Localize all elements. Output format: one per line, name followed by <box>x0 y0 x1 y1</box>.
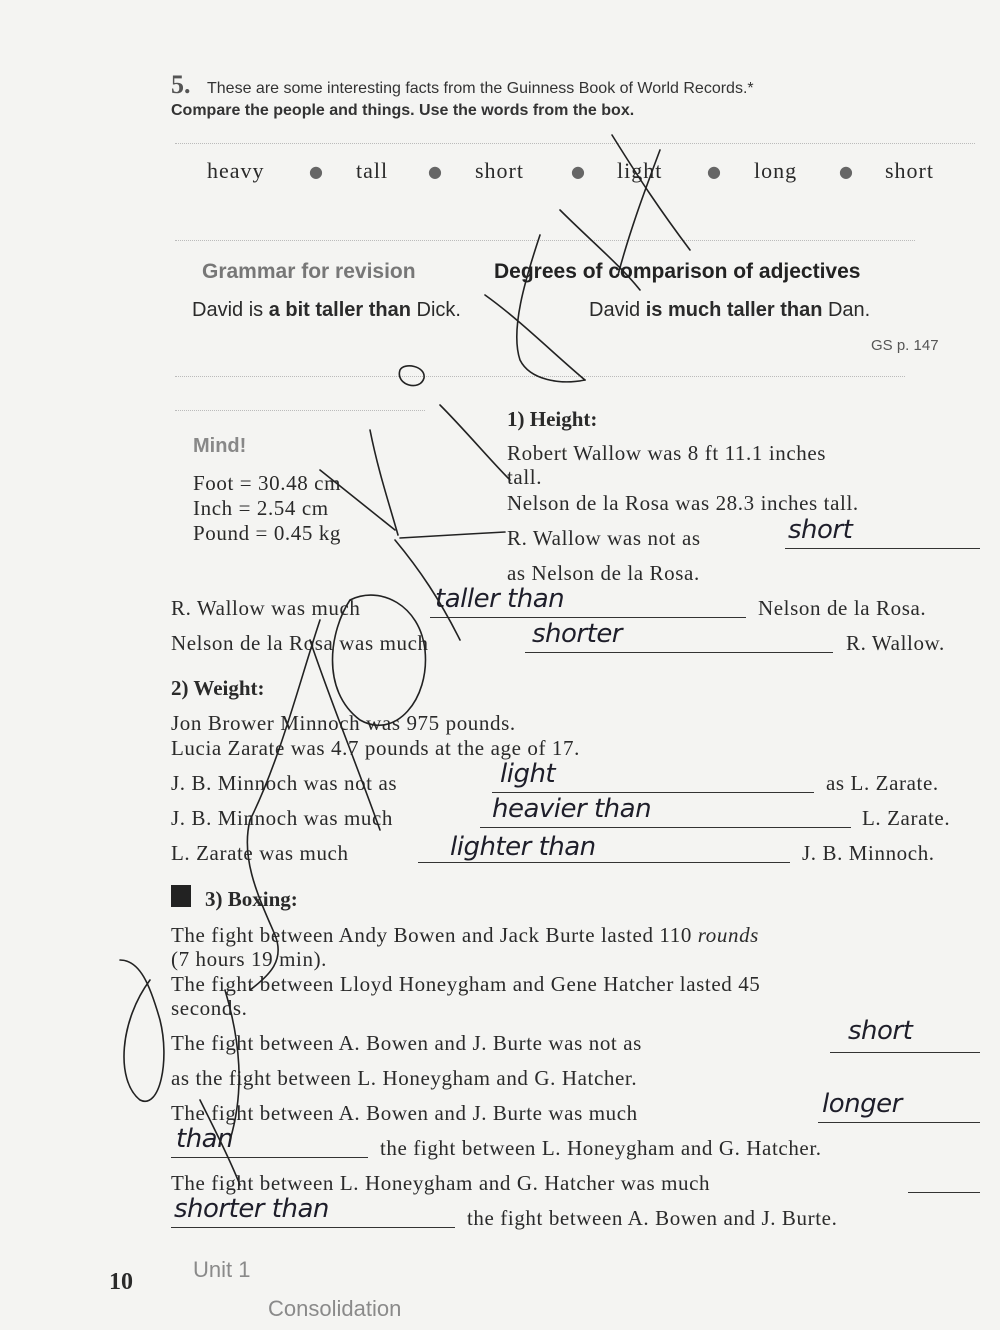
handwritten-answer: taller than <box>435 584 565 614</box>
bullet-icon: ● <box>309 162 323 181</box>
boxing-fact: (7 hours 19 min). <box>171 947 328 971</box>
height-fact: tall. <box>507 465 543 489</box>
height-sentence: Nelson de la Rosa was much <box>171 631 429 655</box>
boxing-sentence: as the fight between L. Honeygham and G. Hatcher. <box>171 1066 638 1090</box>
answer-line[interactable] <box>785 548 980 549</box>
height-heading: 1) Height: <box>507 407 598 431</box>
boxing-sentence: The fight between A. Bowen and J. Burte was much <box>171 1101 638 1125</box>
bullet-icon: ● <box>707 162 721 181</box>
mind-top-divider <box>175 410 425 411</box>
weight-heading: 2) Weight: <box>171 676 265 700</box>
exercise-intro: These are some interesting facts from the Guinness Book of World Records.* <box>207 80 754 97</box>
exercise-number: 5. <box>171 70 191 99</box>
weight-sentence: L. Zarate was much <box>171 841 349 865</box>
boxing-sentence: the fight between L. Honeygham and G. Hatcher. <box>380 1136 822 1160</box>
height-sentence: R. Wallow was much <box>171 596 361 620</box>
grammar-reference: GS p. 147 <box>871 337 939 354</box>
boxing-heading: 3) Boxing: <box>205 887 298 911</box>
box-top-divider <box>175 143 975 144</box>
height-sentence: R. Wallow was not as <box>507 526 701 550</box>
word-box-item: short <box>475 158 524 183</box>
boxing-fact: seconds. <box>171 996 248 1020</box>
weight-fact: Jon Brower Minnoch was 975 pounds. <box>171 711 516 735</box>
answer-line[interactable] <box>430 617 746 618</box>
handwritten-answer: heavier than <box>492 794 652 824</box>
handwritten-answer: light <box>500 759 556 789</box>
answer-line[interactable] <box>480 827 851 828</box>
answer-line[interactable] <box>830 1052 980 1053</box>
handwritten-answer: longer <box>822 1089 902 1119</box>
answer-line[interactable] <box>171 1227 455 1228</box>
answer-line[interactable] <box>492 792 814 793</box>
book-icon <box>171 885 191 907</box>
word-box-item: light <box>617 158 663 183</box>
weight-sentence: J. B. Minnoch was much <box>171 806 394 830</box>
mind-line: Foot = 30.48 cm <box>193 471 342 495</box>
word-box-item: long <box>754 158 798 183</box>
boxing-sentence: The fight between L. Honeygham and G. Hatcher was much <box>171 1171 711 1195</box>
mind-line: Pound = 0.45 kg <box>193 521 342 545</box>
handwritten-answer: shorter than <box>174 1194 329 1224</box>
handwritten-answer: shorter <box>532 619 623 649</box>
word-box-item: heavy <box>207 158 265 183</box>
box-bottom-divider <box>175 240 915 241</box>
exercise-instruction: Compare the people and things. Use the words from the box. <box>171 102 635 119</box>
boxing-sentence: The fight between A. Bowen and J. Burte was not as <box>171 1031 642 1055</box>
bullet-icon: ● <box>571 162 585 181</box>
grammar-example: David is much taller than Dan. <box>589 299 871 321</box>
answer-line[interactable] <box>418 862 790 863</box>
word-box-item: short <box>885 158 934 183</box>
handwritten-answer: lighter than <box>450 832 596 862</box>
word-box-item: tall <box>356 158 389 183</box>
answer-line[interactable] <box>818 1122 980 1123</box>
height-fact: Robert Wallow was 8 ft 11.1 inches <box>507 441 827 465</box>
height-sentence: as Nelson de la Rosa. <box>507 561 700 585</box>
grammar-title: Degrees of comparison of adjectives <box>494 260 861 283</box>
grammar-label: Grammar for revision <box>202 260 416 283</box>
weight-sentence: L. Zarate. <box>862 806 951 830</box>
section-label: Consolidation <box>268 1296 402 1321</box>
handwritten-answer: than <box>176 1124 234 1154</box>
grammar-example: David is a bit taller than Dick. <box>192 299 461 321</box>
height-fact: Nelson de la Rosa was 28.3 inches tall. <box>507 491 859 515</box>
boxing-fact: The fight between Andy Bowen and Jack Burte lasted 110 rounds <box>171 923 759 947</box>
answer-line[interactable] <box>908 1192 980 1193</box>
mind-line: Inch = 2.54 cm <box>193 496 329 520</box>
handwritten-answer: short <box>848 1016 913 1046</box>
weight-fact: Lucia Zarate was 4.7 pounds at the age of 17. <box>171 736 580 760</box>
boxing-fact: The fight between Lloyd Honeygham and Gene Hatcher lasted 45 <box>171 972 761 996</box>
answer-line[interactable] <box>171 1157 368 1158</box>
handwritten-answer: short <box>788 515 853 545</box>
answer-line[interactable] <box>525 652 833 653</box>
boxing-sentence: the fight between A. Bowen and J. Burte. <box>467 1206 838 1230</box>
mind-title: Mind! <box>193 435 247 457</box>
weight-sentence: as L. Zarate. <box>826 771 939 795</box>
bullet-icon: ● <box>428 162 442 181</box>
height-sentence: R. Wallow. <box>846 631 945 655</box>
height-sentence: Nelson de la Rosa. <box>758 596 927 620</box>
weight-sentence: J. B. Minnoch. <box>802 841 935 865</box>
page-number: 10 <box>109 1269 133 1295</box>
bullet-icon: ● <box>839 162 853 181</box>
grammar-bottom-divider <box>175 376 905 377</box>
unit-label: Unit 1 <box>193 1257 251 1282</box>
weight-sentence: J. B. Minnoch was not as <box>171 771 398 795</box>
